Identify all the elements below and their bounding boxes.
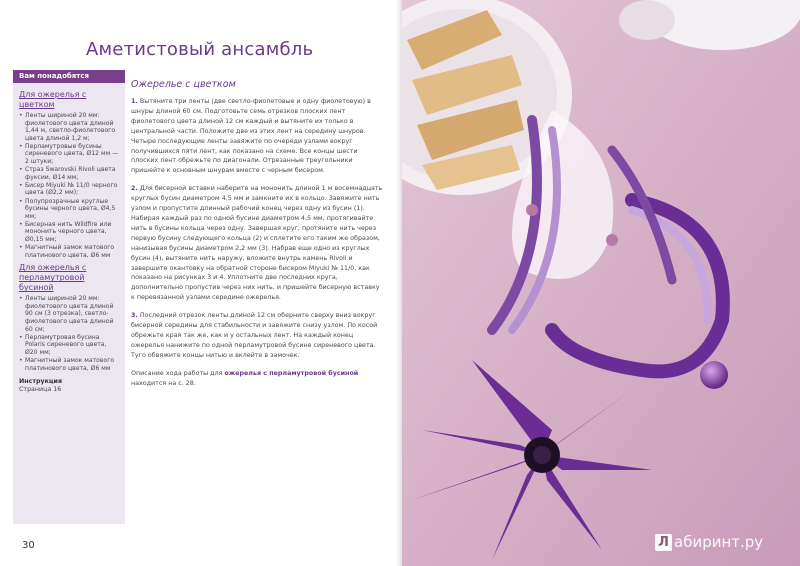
materials-sidebar (13, 70, 125, 524)
materials-list-flower (19, 112, 120, 259)
paragraph-2 (131, 184, 383, 303)
section-subtitle: Ожерелье с цветком (131, 79, 236, 90)
list-item: • Бисерная нить Wildfire или мононить черного цвета, Ø0,15 мм; (19, 221, 120, 244)
small-bead (606, 234, 618, 246)
small-bead (526, 204, 538, 216)
list-item: • Ленты шириной 20 мм: фиолетового цвета длиной 1,44 м, светло-фиолетового цвета длиной 1,2 м; (19, 112, 120, 142)
closing-highlight: ожерелья с перламутровой бусиной (224, 369, 359, 377)
necklace-photo (402, 0, 800, 566)
paragraph-1 (131, 97, 383, 176)
step-text: Вытяните три ленты (две светло-фиолетовые и одну фиолетовую) в шнуры длиной 60 см. Подготовьте семь отрезков плоских лент фиолетового цвета длиной 12 см каждый и вытяните их только в центральной части. Положите две из этих лент на середину шнуров. Четыре последующие ленты завяжите по очереди узлами вокруг получившихся пяти лент, как показано на схеме. Все концы шести плоских лент обрежьте по диагонали. Отрезанные треугольники пришейте к основным шнурам вместе с черным бисером. (131, 98, 371, 175)
sidebar-header: Вам понадобятся (13, 70, 125, 83)
instructions-body (131, 97, 383, 396)
materials-list-pearl (19, 295, 120, 372)
step-text: Последний отрезок ленты длиной 12 см оберните сверху вниз вокруг бисерной середины для стабильности и завяжите снизу узлом. По косой обрежьте края так же, как и у остальных лент. На каждый конец ожерелья нанижите по одной перламутровой бусине сиреневого цвета. Туго обвяжите концы нитью и вклейте в замочек. (131, 312, 378, 359)
list-item: • Перламутровые бусины сиреневого цвета, Ø12 мм — 2 штуки; (19, 143, 120, 166)
page-title: Аметистовый ансамбль (86, 39, 314, 60)
closing-note: Описание хода работы для ожерелья с перламутровой бусиной находится на с. 28. (131, 369, 359, 387)
list-item: • Магнитный замок матового платинового цвета, Ø6 мм (19, 244, 120, 259)
step-number: 2. (131, 185, 138, 193)
necklace-photo-svg (402, 0, 800, 566)
list-item: • Перламутровая бусина Polaris сиреневого цвета, Ø20 мм; (19, 334, 120, 357)
list-item: • Бисер Miyuki № 11/0 черного цвета (Ø2,2 мм); (19, 182, 120, 197)
instruction-value: Страница 16 (19, 386, 62, 394)
step-number: 3. (131, 312, 138, 320)
list-item: • Полупрозрачные круглые бусины черного цвета, Ø4,5 мм; (19, 198, 120, 221)
watermark-badge: Л (655, 534, 672, 551)
list-item: • Магнитный замок матового платинового цвета, Ø6 мм (19, 357, 120, 372)
page-number: 30 (22, 540, 35, 551)
sidebar-body (13, 83, 125, 393)
watermark (655, 533, 763, 551)
instruction-label: Инструкция (19, 378, 63, 386)
step-number: 1. (131, 98, 138, 105)
section-title-pearl: Для ожерелья с перламутровой бусиной (19, 263, 87, 293)
paragraph-3 (131, 311, 383, 361)
watermark-text: абиринт.ру (674, 533, 764, 551)
list-item: • Ленты шириной 20 мм: фиолетового цвета длиной 90 см (3 отрезка), светло-фиолетового цвета длиной 60 см; (19, 295, 120, 333)
pearl-bead (700, 361, 728, 389)
list-item: • Страз Swarovski Rivoli цвета фуксии, Ø14 мм; (19, 166, 120, 181)
section-title-flower: Для ожерелья с цветком (19, 90, 87, 109)
step-text: Для бисерной вставки наберите на мононить длиной 1 м восемнадцать круглых бусин диаметром 4,5 мм и замкните их в кольцо. Завяжите нить узлом и пропустите длинный рабочий конец через одну из бусин (1). Набирая каждый раз по одной бусине диаметром 4,5 мм, протягивайте нить в бусины кольца через одну. Завершая круг, протяните нить через первую бусину следующего кольца (2) и сплетите его таким же образом, нанизывая бусины диаметром 2,2 мм (3). Набрав еще одно из круглых бусин (4), вытяните нить наружу, вложите внутрь камень Rivoli и завершите окантовку на обратной стороне бисером Miyuki № 11/0, как показано на рисунках 3 и 4. Уплотните две последних круга, дополнительно пропустив через них нить, и пришейте бисерную вставку к перевязанной узлами середине ожерелья. (131, 185, 383, 302)
